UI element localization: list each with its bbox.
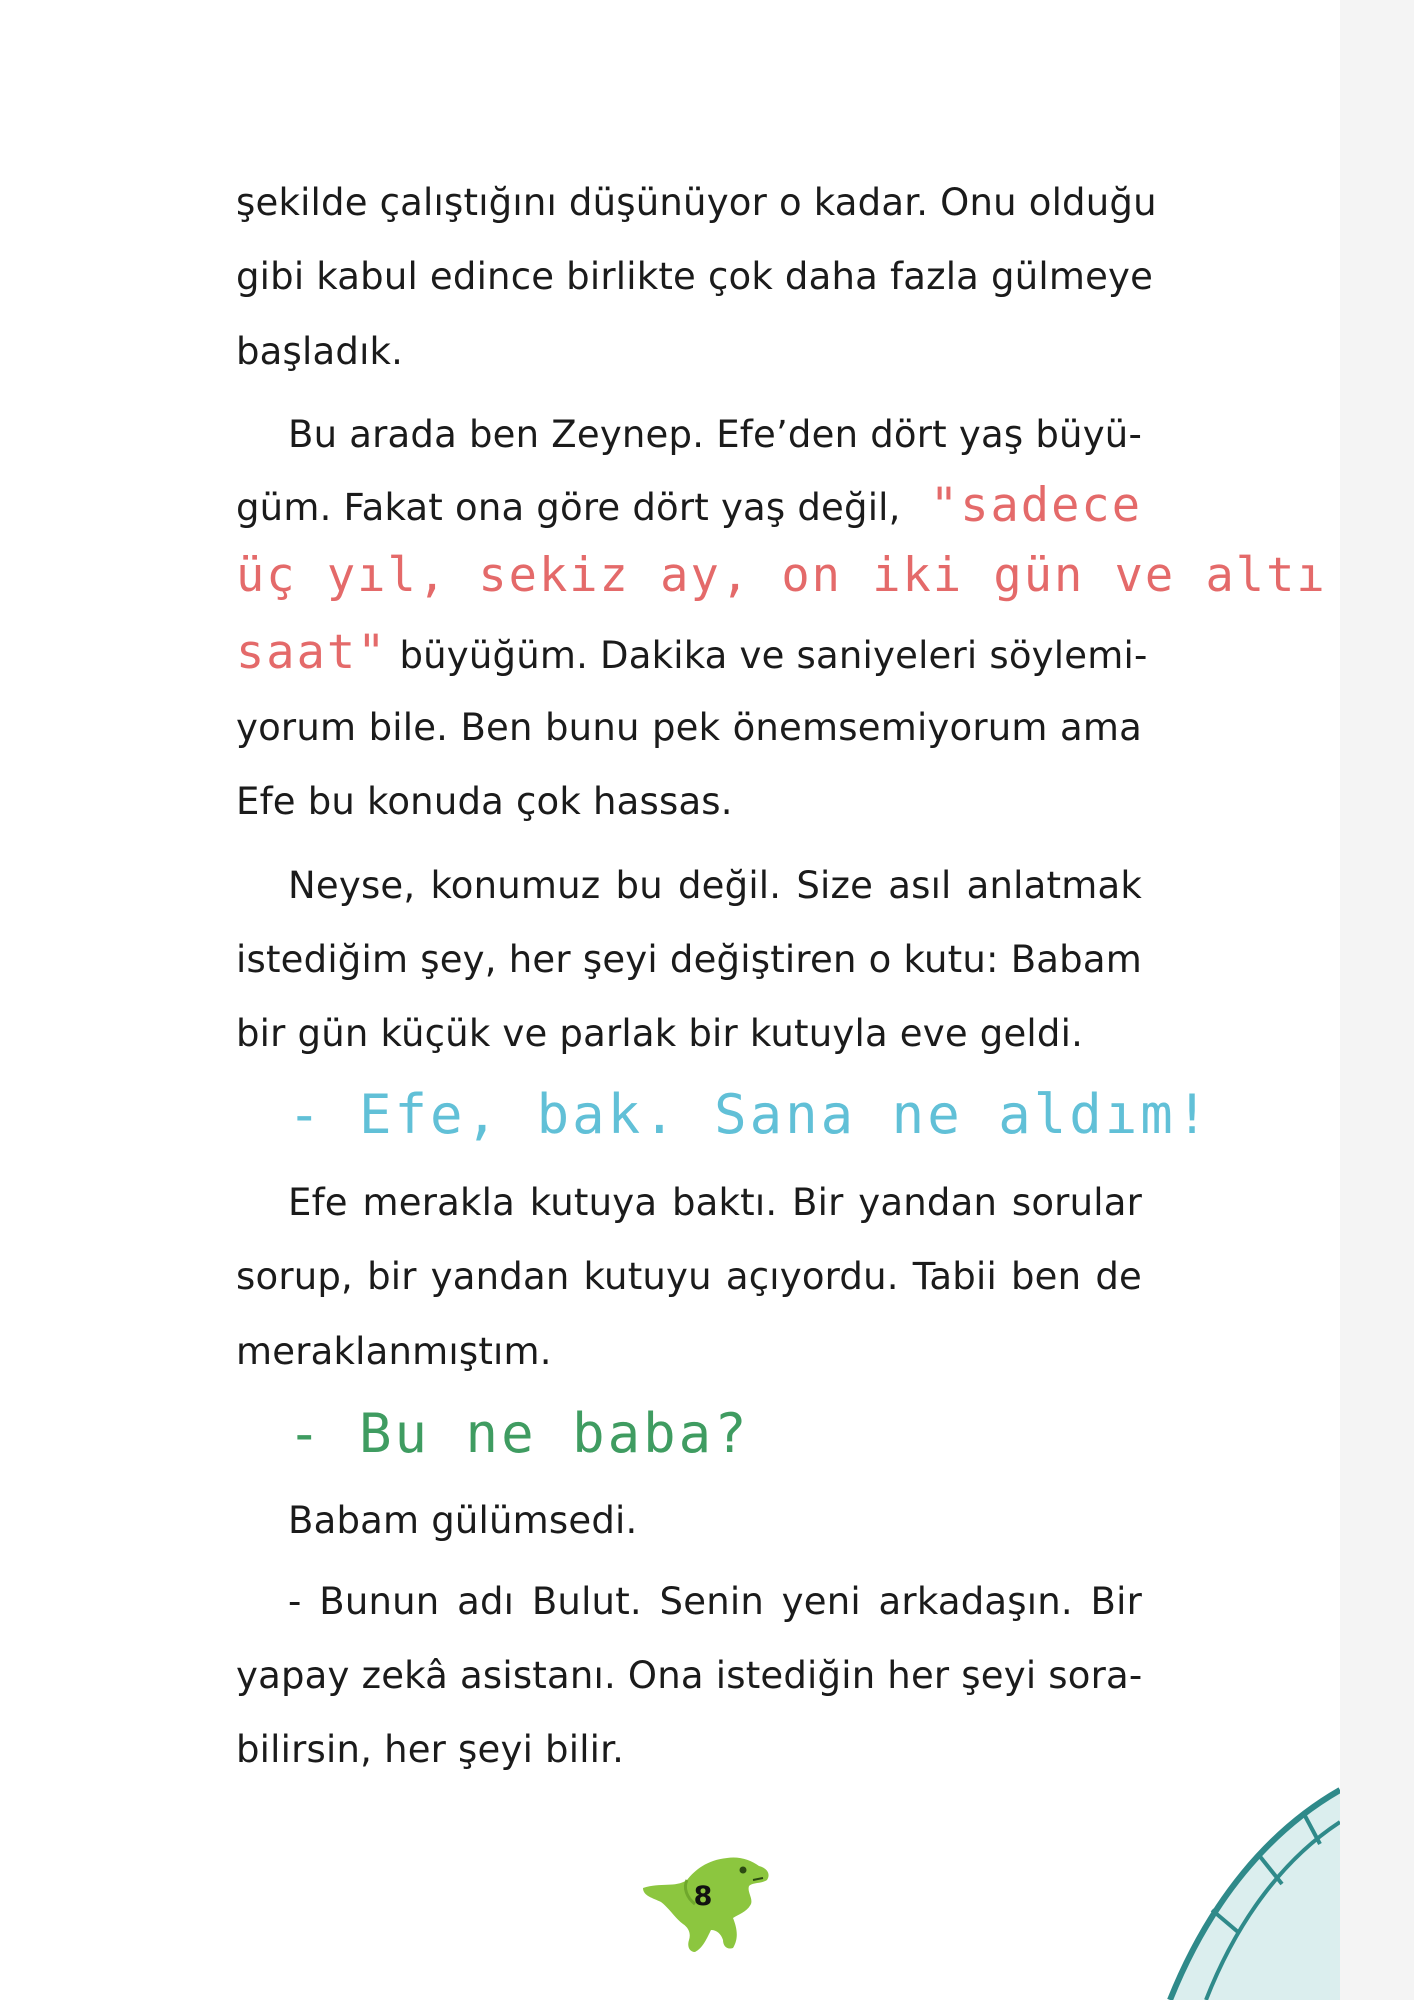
text-line: Babam gülümsedi. (288, 1499, 638, 1542)
text-line: yapay zekâ asistanı. Ona istediğin her şeyi sora- (236, 1654, 1143, 1697)
text-line: Efe merakla kutuya baktı. Bir yandan sorular (288, 1181, 1142, 1224)
text-line: Neyse, konumuz bu değil. Size asıl anlatmak (288, 864, 1142, 907)
text-line: bilirsin, her şeyi bilir. (236, 1728, 625, 1771)
text-line: başladık. (236, 330, 404, 373)
handwritten-quote: "sadece (929, 478, 1142, 533)
text-line: yorum bile. Ben bunu pek önemsemiyorum ama (236, 706, 1142, 749)
text-fragment: güm. Fakat ona göre dört yaş değil, (236, 486, 901, 529)
text-line: istediğim şey, her şeyi değiştiren o kutu: Babam (236, 938, 1142, 981)
handwritten-quote: üç yıl, sekiz ay, on iki gün ve altı (236, 548, 1327, 603)
text-line: Efe bu konuda çok hassas. (236, 780, 733, 823)
text-line: Bu arada ben Zeynep. Efe’den dört yaş büyü- (288, 413, 1142, 456)
text-line: gibi kabul edince birlikte çok daha fazla gülmeye (236, 255, 1154, 298)
corner-illustration (1120, 1770, 1340, 2000)
text-line: bir gün küçük ve parlak bir kutuyla eve geldi. (236, 1012, 1084, 1055)
page-number: 8 (693, 1881, 713, 1912)
text-fragment: büyüğüm. Dakika ve saniyeleri söylemi- (387, 634, 1148, 677)
handwritten-quote: saat" (236, 625, 388, 680)
text-line: sorup, bir yandan kutuyu açıyordu. Tabii ben de (236, 1255, 1142, 1298)
text-line: şekilde çalıştığını düşünüyor o kadar. Onu olduğu (236, 181, 1157, 224)
handwritten-dialogue: - Efe, bak. Sana ne aldım! (288, 1083, 1212, 1146)
handwritten-dialogue: - Bu ne baba? (288, 1402, 750, 1465)
text-line: meraklanmıştım. (236, 1330, 552, 1373)
page-edge (1340, 0, 1414, 2000)
text-line: - Bunun adı Bulut. Senin yeni arkadaşın. Bir (288, 1580, 1142, 1623)
text-line (236, 625, 1148, 680)
text-line (236, 478, 1142, 533)
